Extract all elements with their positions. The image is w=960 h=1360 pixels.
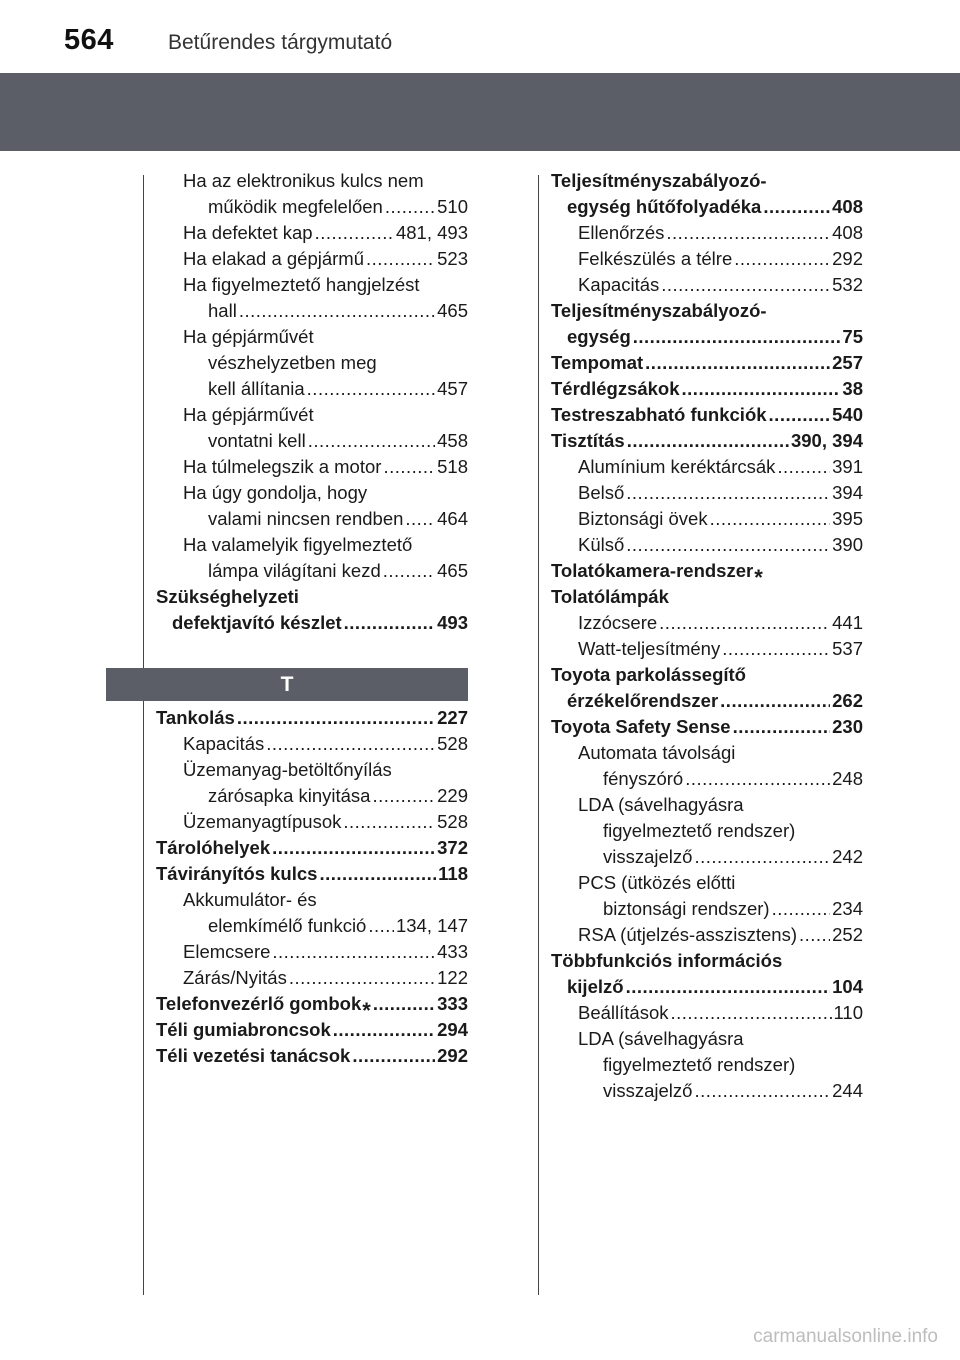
index-entry: Izzócsere ..... 441 (551, 610, 863, 636)
page-ref: 75 (842, 326, 863, 347)
page-ref: 493 (437, 612, 468, 633)
index-entry: Alumínium keréktárcsák ..... 391 (551, 454, 863, 480)
index-entry-main: Tárolóhelyek ..... 372 (156, 835, 468, 861)
column-rule-middle (538, 175, 539, 1295)
page-ref: 390, 394 (790, 430, 863, 451)
page-ref: 292 (832, 248, 863, 269)
index-entry: Ha túlmelegszik a motor ..... 518 (156, 454, 468, 480)
header-band (0, 73, 960, 151)
page-ref: 395 (832, 508, 863, 529)
page-ref: 465 (437, 300, 468, 321)
page-ref: 248 (832, 768, 863, 789)
page-ref: 537 (832, 638, 863, 659)
index-entry-main: Tisztítás ..... 390, 394 (551, 428, 863, 454)
index-entry-cont: egység ..... 75 (551, 324, 863, 350)
index-entry-main: Többfunkciós információs (551, 950, 783, 971)
page-ref: 244 (832, 1080, 863, 1101)
page-title: Betűrendes tárgymutató (168, 31, 393, 54)
index-entry-main: Tolatókamera-rendszer * (551, 560, 763, 590)
index-entry: LDA (sávelhagyásra (578, 1028, 744, 1049)
page-ref: 391 (832, 456, 863, 477)
index-entry: Biztonsági övek ..... 395 (551, 506, 863, 532)
page-ref: 294 (437, 1019, 468, 1040)
page-ref: 510 (437, 196, 468, 217)
index-entry: Akkumulátor- és (183, 889, 317, 910)
index-column-left-t (156, 705, 468, 1069)
index-entry-cont: vontatni kell ..... 458 (156, 428, 468, 454)
index-entry-main: Térdlégzsákok ..... 38 (551, 376, 863, 402)
index-column-right (551, 168, 863, 1104)
index-entry: Ha elakad a gépjármű ..... 523 (156, 246, 468, 272)
page-ref: 433 (437, 941, 468, 962)
index-entry-cont: egység hűtőfolyadéka ..... 408 (551, 194, 863, 220)
index-entry: Ha valamelyik figyelmeztető (183, 534, 413, 555)
index-entry: Üzemanyag-betöltőnyílás (183, 759, 392, 780)
index-entry-cont: biztonsági rendszer) ..... 234 (551, 896, 863, 922)
index-entry-main: Toyota parkolássegítő (551, 664, 746, 685)
page-ref: 262 (832, 690, 863, 711)
index-entry-main: Teljesítményszabályozó- (551, 300, 767, 321)
index-entry-cont: elemkímélő funkció ..... 134, 147 (156, 913, 468, 939)
page-ref: 408 (832, 196, 863, 217)
index-entry-main: Téli gumiabroncsok ..... 294 (156, 1017, 468, 1043)
watermark: carmanualsonline.info (753, 1326, 938, 1347)
index-entry: Külső ..... 390 (551, 532, 863, 558)
page-ref: 134, 147 (395, 915, 468, 936)
page-ref: 458 (437, 430, 468, 451)
index-entry: Felkészülés a télre ..... 292 (551, 246, 863, 272)
page-ref: 408 (832, 222, 863, 243)
index-entry-main: Teljesítményszabályozó- (551, 170, 767, 191)
index-entry: Watt-teljesítmény ..... 537 (551, 636, 863, 662)
index-entry: Ha úgy gondolja, hogy (183, 482, 368, 503)
index-entry-main: Tankolás ..... 227 (156, 705, 468, 731)
page-ref: 234 (832, 898, 863, 919)
index-entry: Beállítások ..... 110 (551, 1000, 863, 1026)
page-ref: 257 (832, 352, 863, 373)
page-ref: 229 (437, 785, 468, 806)
page-ref: 122 (437, 967, 468, 988)
index-entry-cont: hall ..... 465 (156, 298, 468, 324)
index-entry: RSA (útjelzés-asszisztens) ..... 252 (551, 922, 863, 948)
page-ref: 372 (437, 837, 468, 858)
index-entry: Ha az elektronikus kulcs nem (183, 170, 424, 191)
index-entry: Ha figyelmeztető hangjelzést (183, 274, 420, 295)
index-entry-cont: visszajelző ..... 242 (551, 844, 863, 870)
index-entry-cont: figyelmeztető rendszer) (603, 820, 796, 841)
index-entry-main: Szükséghelyzeti (156, 586, 299, 607)
index-entry-cont: zárósapka kinyitása ..... 229 (156, 783, 468, 809)
index-entry: PCS (ütközés előtti (578, 872, 736, 893)
page-ref: 540 (832, 404, 863, 425)
index-entry-cont: kijelző ..... 104 (551, 974, 863, 1000)
index-entry-main: Távirányítós kulcs ..... 118 (156, 861, 468, 887)
index-entry: Ha gépjárművét (183, 326, 314, 347)
page-ref: 333 (437, 993, 468, 1014)
index-entry: Kapacitás ..... 532 (551, 272, 863, 298)
index-column-left (156, 168, 468, 636)
page-ref: 518 (437, 456, 468, 477)
index-entry: Ha gépjárművét (183, 404, 314, 425)
page-ref: 523 (437, 248, 468, 269)
index-entry-cont: figyelmeztető rendszer) (603, 1054, 796, 1075)
index-entry: Zárás/Nyitás ..... 122 (156, 965, 468, 991)
index-entry-cont: működik megfelelően ..... 510 (156, 194, 468, 220)
page-ref: 464 (437, 508, 468, 529)
index-entry-cont: visszajelző ..... 244 (551, 1078, 863, 1104)
index-entry: Belső ..... 394 (551, 480, 863, 506)
index-entry: Ellenőrzés ..... 408 (551, 220, 863, 246)
page-ref: 242 (832, 846, 863, 867)
index-entry: LDA (sávelhagyásra (578, 794, 744, 815)
index-entry-main: Testreszabható funkciók ..... 540 (551, 402, 863, 428)
index-entry-cont: valami nincsen rendben ..... 464 (156, 506, 468, 532)
index-entry-main: Tolatólámpák (551, 586, 669, 607)
page-ref: 292 (437, 1045, 468, 1066)
index-entry-main: Telefonvezérlő gombok * ..... 333 (156, 991, 468, 1017)
index-entry: Ha defektet kap ..... 481, 493 (156, 220, 468, 246)
page-ref: 528 (437, 811, 468, 832)
page-ref: 457 (437, 378, 468, 399)
index-entry-cont: defektjavító készlet ..... 493 (156, 610, 468, 636)
page-ref: 465 (437, 560, 468, 581)
page-ref: 118 (438, 863, 468, 884)
column-rule-left (143, 175, 144, 1295)
page-ref: 227 (437, 707, 468, 728)
page-ref: 441 (832, 612, 863, 633)
section-letter-heading: T (106, 668, 468, 701)
page-ref: 481, 493 (395, 222, 468, 243)
page-ref: 390 (832, 534, 863, 555)
page-ref: 252 (832, 924, 863, 945)
page-ref: 38 (842, 378, 863, 399)
index-entry: Elemcsere ..... 433 (156, 939, 468, 965)
index-entry-cont: érzékelőrendszer ..... 262 (551, 688, 863, 714)
page-ref: 104 (832, 976, 863, 997)
index-entry: Automata távolsági (578, 742, 736, 763)
index-entry: Kapacitás ..... 528 (156, 731, 468, 757)
page-ref: 110 (833, 1002, 863, 1023)
index-entry-cont: vészhelyzetben meg (208, 352, 377, 373)
page-ref: 230 (832, 716, 863, 737)
index-entry-cont: fényszóró ..... 248 (551, 766, 863, 792)
page-ref: 532 (832, 274, 863, 295)
index-entry: Üzemanyagtípusok ..... 528 (156, 809, 468, 835)
page-number: 564 (64, 24, 114, 56)
page-ref: 394 (832, 482, 863, 503)
page-ref: 528 (437, 733, 468, 754)
index-entry-main: Tempomat ..... 257 (551, 350, 863, 376)
index-entry-main: Toyota Safety Sense ..... 230 (551, 714, 863, 740)
index-entry-cont: kell állítania ..... 457 (156, 376, 468, 402)
index-entry-main: Téli vezetési tanácsok ..... 292 (156, 1043, 468, 1069)
index-entry-cont: lámpa világítani kezd ..... 465 (156, 558, 468, 584)
